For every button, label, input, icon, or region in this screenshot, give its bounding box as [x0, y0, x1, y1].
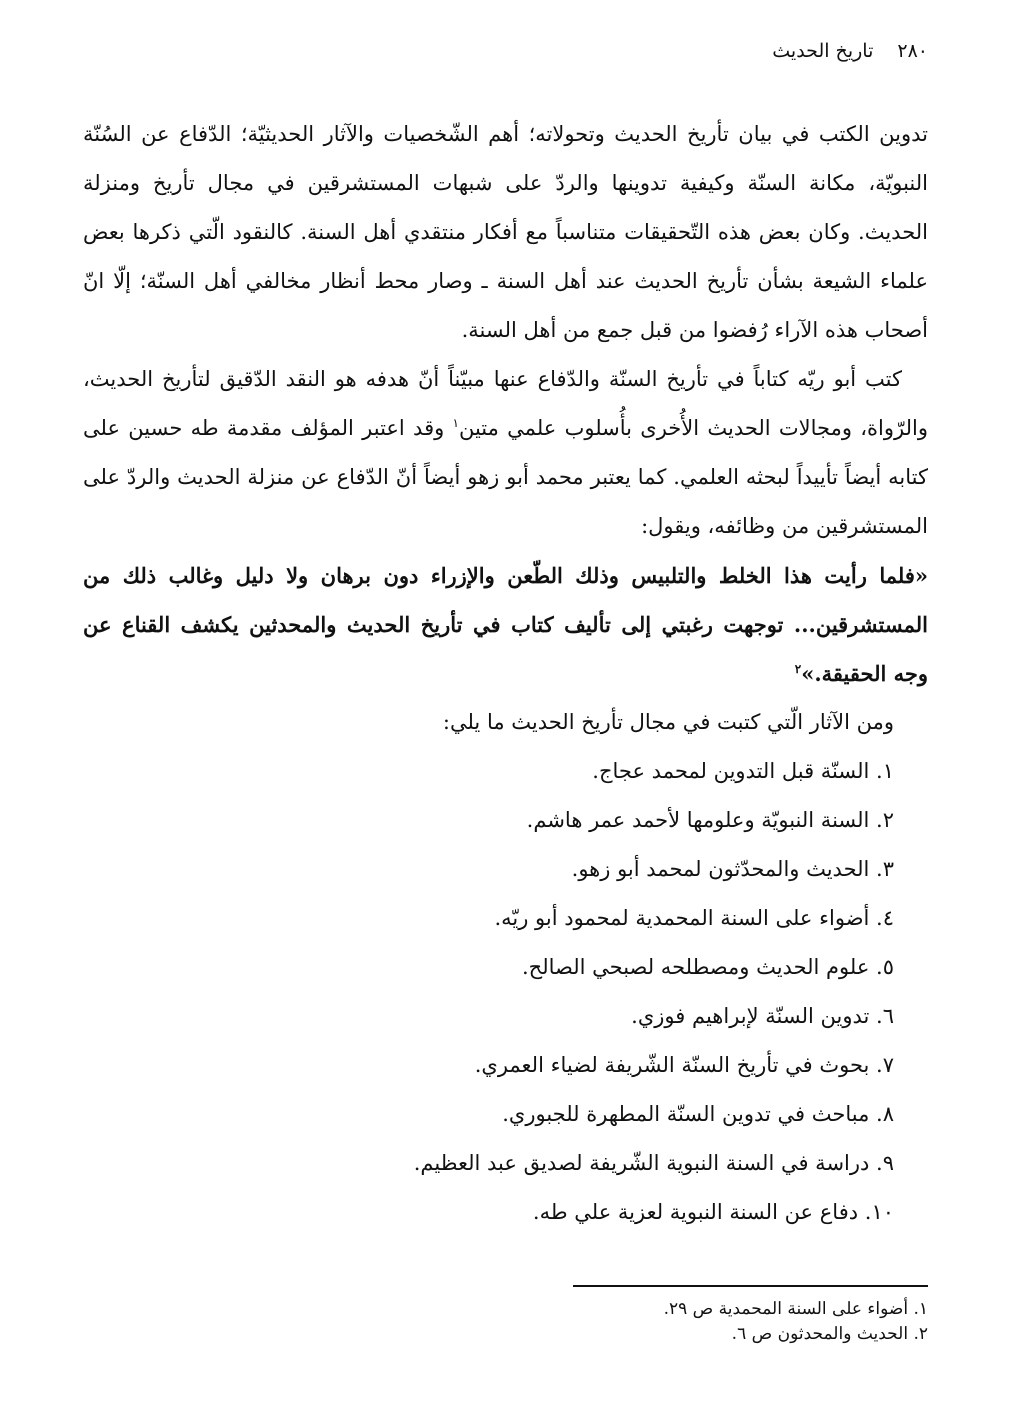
- list-intro: ومن الآثار الّتي كتبت في مجال تأريخ الحديث ما يلي:: [442, 710, 894, 734]
- list-item: ١٠. دفاع عن السنة النبوية لعزية علي طه.: [532, 1200, 894, 1224]
- list-item: ٩. دراسة في السنة النبوية الشّريفة لصديق عبد العظيم.: [413, 1151, 894, 1175]
- page-number: ٢٨٠: [897, 40, 928, 62]
- list-item: ٧. بحوث في تأريخ السنّة الشّريفة لضياء العمري.: [474, 1053, 894, 1077]
- paragraph-1: تدوين الكتب في بيان تأريخ الحديث وتحولاته؛ أهم الشّخصيات والآثار الحديثيّة؛ الدّفاع عن السُنّة النبويّة، مكانة السنّة وكيفية تدوينها والردّ على شبهات المستشرقين في مجال تأريخ ومنزلة الحديث. وكان بعض هذه التّحقيقات متناسباً مع أفكار منتقدي أهل السنة. كالنقود الّتي ذكرها بعض علماء الشيعة بشأن تأريخ الحديث عند أهل السنة ـ وصار محط أنظار مخالفي أهل السنّة؛ إلّا انّ أصحاب هذه الآراء رُفضوا من قبل جمع من أهل السنة.: [83, 122, 928, 342]
- quote-text: «فلما رأيت هذا الخلط والتلبيس وذلك الطّعن والإزراء دون برهان ولا دليل وغالب ذلك من المستشرقين... توجهت رغبتي إلى تأليف كتاب في تأريخ الحديث والمحدثين يكشف القناع عن وجه الحقيقة.»: [83, 563, 928, 686]
- list-item: ٤. أضواء على السنة المحمدية لمحمود أبو ريّه.: [494, 906, 894, 930]
- running-header: [772, 40, 928, 62]
- running-title: تاريخ الحديث: [772, 40, 874, 62]
- works-list: [83, 747, 928, 1237]
- footnote-marker-2: ٢: [794, 662, 802, 676]
- paragraph-2: [83, 355, 928, 551]
- list-item: ٢. السنة النبويّة وعلومها لأحمد عمر هاشم.: [526, 808, 894, 832]
- footnotes: [83, 1285, 928, 1347]
- main-text: [83, 110, 928, 1237]
- list-item: ٣. الحديث والمحدّثون لمحمد أبو زهو.: [571, 857, 894, 881]
- footnote-1: ١. أضواء على السنة المحمدية ص ٢٩.: [663, 1299, 928, 1319]
- footnote-marker-1: ١: [452, 416, 459, 430]
- list-item: ١. السنّة قبل التدوين لمحمد عجاج.: [592, 759, 894, 783]
- list-item: ٦. تدوين السنّة لإبراهيم فوزي.: [631, 1004, 894, 1028]
- footnote-divider: [573, 1285, 928, 1287]
- block-quote: [83, 551, 928, 698]
- list-item: ٨. مباحث في تدوين السنّة المطهرة للجبوري.: [502, 1102, 894, 1126]
- footnote-2: ٢. الحديث والمحدثون ص ٦.: [731, 1324, 928, 1344]
- paragraph-2-part-2: وقد اعتبر المؤلف مقدمة طه حسين على كتابه أيضاً تأييداً لبحثه العلمي. كما يعتبر محمد أبو زهو أيضاً أنّ الدّفاع عن منزلة الحديث والردّ على المستشرقين من وظائفه، ويقول:: [83, 416, 928, 538]
- list-item: ٥. علوم الحديث ومصطلحه لصبحي الصالح.: [521, 955, 894, 979]
- paragraph-2-part-1: كتب أبو ريّه كتاباً في تأريخ السنّة والدّفاع عنها مبيّناً أنّ هدفه هو النقد الدّقيق لتأريخ الحديث، والرّواة، ومجالات الحديث الأُخرى بأُسلوب علمي متين: [83, 367, 928, 440]
